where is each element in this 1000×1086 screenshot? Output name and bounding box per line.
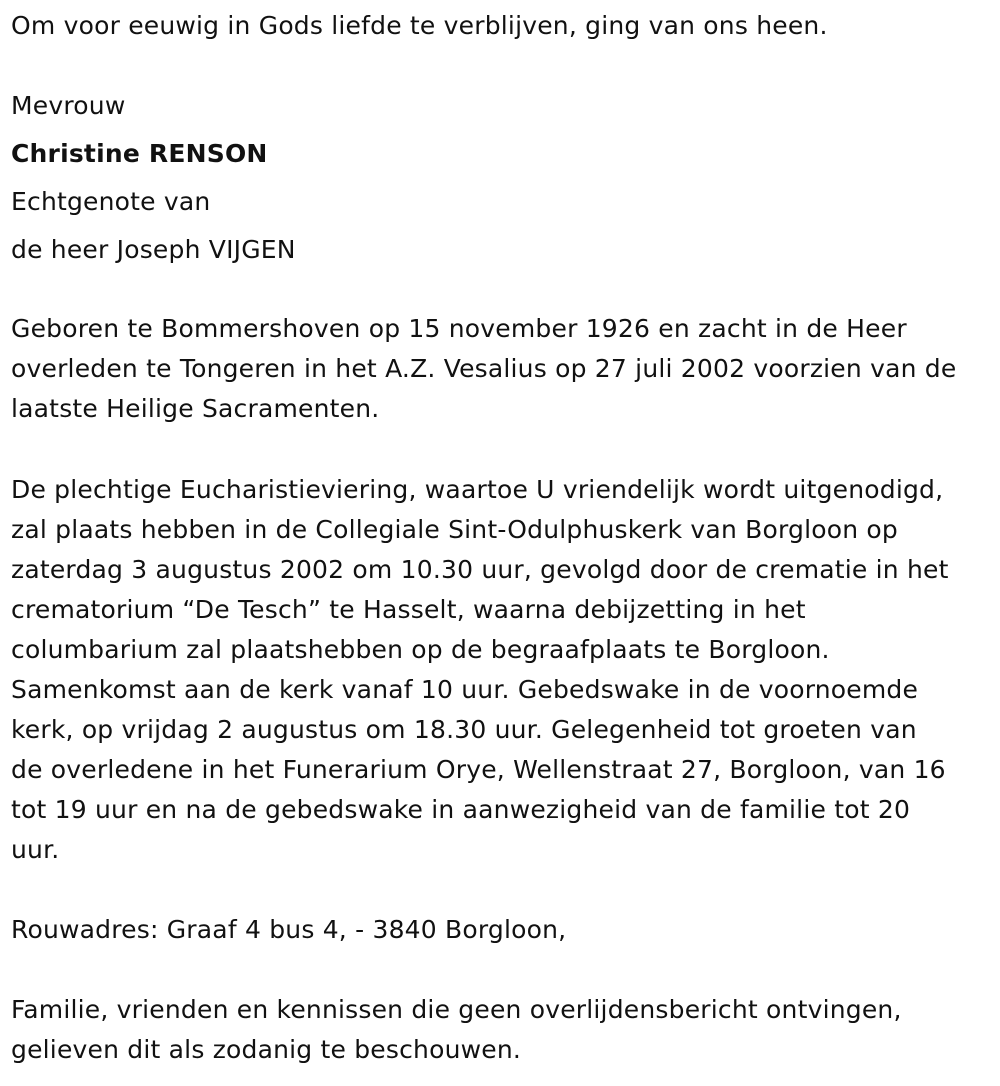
salutation: Mevrouw [11,91,126,120]
ceremony-line-8: de overledene in het Funerarium Orye, Wellenstraat 27, Borgloon, van 16 [11,755,946,784]
ceremony-line-2: zal plaats hebben in de Collegiale Sint-Odulphuskerk van Borgloon op [11,515,898,544]
ceremony-line-3: zaterdag 3 augustus 2002 om 10.30 uur, gevolgd door de crematie in het [11,555,949,584]
spouse-intro: Echtgenote van [11,187,211,216]
closing-line-2: gelieven dit als zodanig te beschouwen. [11,1035,522,1064]
spouse-name: de heer Joseph VIJGEN [11,235,296,264]
birth-death-line-2: overleden te Tongeren in het A.Z. Vesalius op 27 juli 2002 voorzien van de [11,354,957,383]
ceremony-line-7: kerk, op vrijdag 2 augustus om 18.30 uur. Gelegenheid tot groeten van [11,715,917,744]
opening-line: Om voor eeuwig in Gods liefde te verblijven, ging van ons heen. [11,11,828,40]
birth-death-line-1: Geboren te Bommershoven op 15 november 1926 en zacht in de Heer [11,314,907,343]
birth-death-line-3: laatste Heilige Sacramenten. [11,394,380,423]
ceremony-line-6: Samenkomst aan de kerk vanaf 10 uur. Gebedswake in de voornoemde [11,675,919,704]
ceremony-line-5: columbarium zal plaatshebben op de begraafplaats te Borgloon. [11,635,830,664]
closing-line-1: Familie, vrienden en kennissen die geen overlijdensbericht ontvingen, [11,995,902,1024]
ceremony-line-1: De plechtige Eucharistieviering, waartoe U vriendelijk wordt uitgenodigd, [11,475,944,504]
deceased-name: Christine RENSON [11,139,268,168]
ceremony-line-4: crematorium “De Tesch” te Hasselt, waarna debijzetting in het [11,595,806,624]
mourning-address: Rouwadres: Graaf 4 bus 4, - 3840 Borgloon, [11,915,567,944]
ceremony-line-10: uur. [11,835,60,864]
ceremony-line-9: tot 19 uur en na de gebedswake in aanwezigheid van de familie tot 20 [11,795,911,824]
